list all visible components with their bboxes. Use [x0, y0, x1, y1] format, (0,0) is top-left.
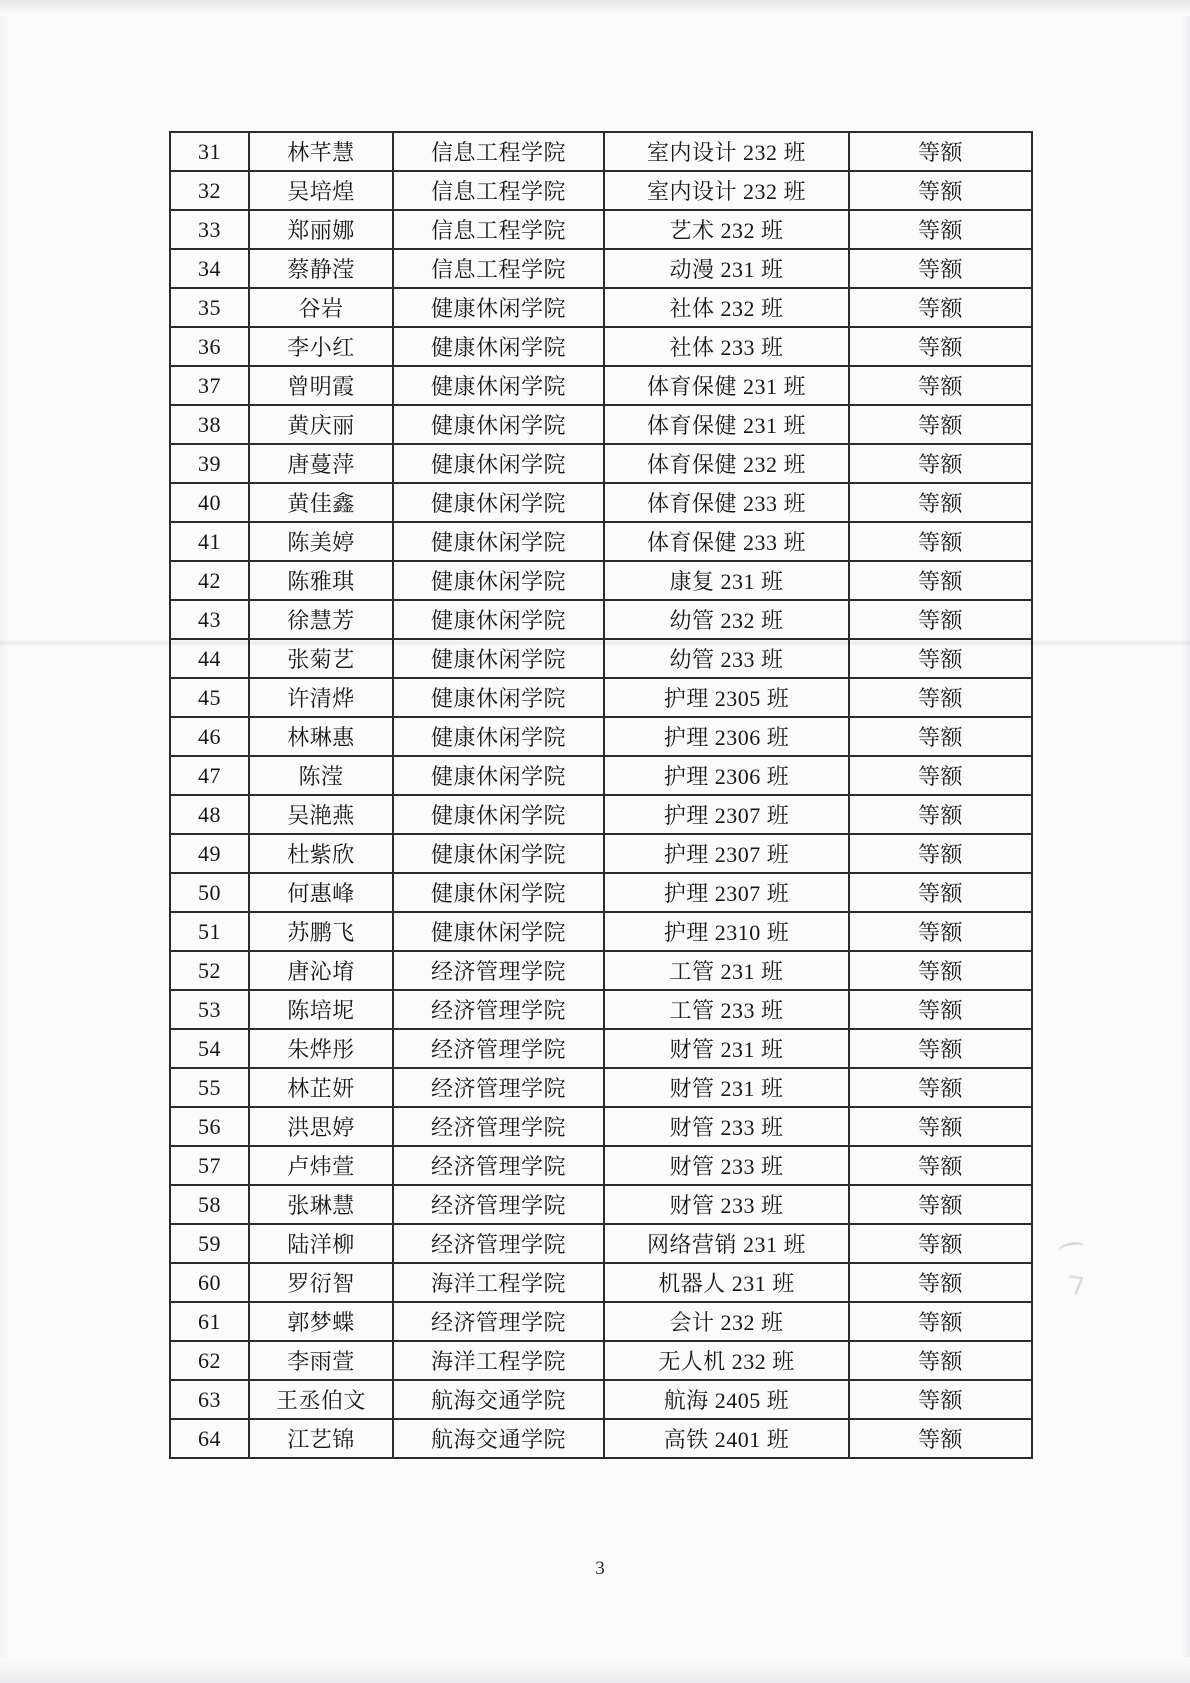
cell-college: 健康休闲学院 — [393, 873, 604, 912]
cell-no: 49 — [170, 834, 249, 873]
cell-quota: 等额 — [849, 1146, 1032, 1185]
cell-quota: 等额 — [849, 405, 1032, 444]
table-row — [170, 1263, 1032, 1302]
cell-class: 机器人 231 班 — [604, 1263, 849, 1302]
cell-no: 50 — [170, 873, 249, 912]
table-row — [170, 678, 1032, 717]
cell-class: 护理 2307 班 — [604, 873, 849, 912]
cell-name: 徐慧芳 — [249, 600, 393, 639]
cell-no: 36 — [170, 327, 249, 366]
cell-class: 幼管 233 班 — [604, 639, 849, 678]
cell-class: 财管 233 班 — [604, 1185, 849, 1224]
cell-class: 护理 2307 班 — [604, 795, 849, 834]
cell-no: 39 — [170, 444, 249, 483]
cell-college: 经济管理学院 — [393, 1029, 604, 1068]
cell-name: 许清烨 — [249, 678, 393, 717]
cell-quota: 等额 — [849, 951, 1032, 990]
cell-quota: 等额 — [849, 1419, 1032, 1458]
cell-college: 经济管理学院 — [393, 1185, 604, 1224]
cell-no: 37 — [170, 366, 249, 405]
table-row — [170, 990, 1032, 1029]
cell-class: 体育保健 233 班 — [604, 522, 849, 561]
cell-class: 财管 231 班 — [604, 1029, 849, 1068]
cell-name: 杜紫欣 — [249, 834, 393, 873]
table-row — [170, 756, 1032, 795]
table-row — [170, 795, 1032, 834]
cell-class: 护理 2307 班 — [604, 834, 849, 873]
cell-quota: 等额 — [849, 288, 1032, 327]
cell-quota: 等额 — [849, 1380, 1032, 1419]
cell-quota: 等额 — [849, 132, 1032, 171]
cell-college: 健康休闲学院 — [393, 678, 604, 717]
cell-name: 陈培坭 — [249, 990, 393, 1029]
cell-college: 航海交通学院 — [393, 1419, 604, 1458]
cell-college: 健康休闲学院 — [393, 717, 604, 756]
cell-college: 经济管理学院 — [393, 1302, 604, 1341]
cell-college: 信息工程学院 — [393, 171, 604, 210]
cell-no: 62 — [170, 1341, 249, 1380]
cell-no: 53 — [170, 990, 249, 1029]
cell-name: 江艺锦 — [249, 1419, 393, 1458]
table-row — [170, 249, 1032, 288]
table-row — [170, 1068, 1032, 1107]
cell-name: 苏鹏飞 — [249, 912, 393, 951]
cell-no: 31 — [170, 132, 249, 171]
cell-no: 47 — [170, 756, 249, 795]
cell-name: 陆洋柳 — [249, 1224, 393, 1263]
cell-class: 护理 2310 班 — [604, 912, 849, 951]
table-row — [170, 327, 1032, 366]
table-row — [170, 1380, 1032, 1419]
table-row — [170, 1224, 1032, 1263]
table-row — [170, 1419, 1032, 1458]
table-row — [170, 210, 1032, 249]
cell-class: 财管 233 班 — [604, 1107, 849, 1146]
cell-quota: 等额 — [849, 912, 1032, 951]
cell-name: 林琳惠 — [249, 717, 393, 756]
table-row — [170, 951, 1032, 990]
table-row — [170, 366, 1032, 405]
cell-college: 健康休闲学院 — [393, 912, 604, 951]
cell-college: 健康休闲学院 — [393, 444, 604, 483]
cell-no: 45 — [170, 678, 249, 717]
cell-class: 网络营销 231 班 — [604, 1224, 849, 1263]
cell-college: 健康休闲学院 — [393, 522, 604, 561]
cell-college: 健康休闲学院 — [393, 639, 604, 678]
table-row — [170, 483, 1032, 522]
cell-no: 58 — [170, 1185, 249, 1224]
cell-name: 罗衍智 — [249, 1263, 393, 1302]
pencil-mark-artifact — [1063, 1275, 1084, 1294]
cell-college: 经济管理学院 — [393, 990, 604, 1029]
cell-college: 航海交通学院 — [393, 1380, 604, 1419]
cell-name: 吴培煌 — [249, 171, 393, 210]
table-row — [170, 288, 1032, 327]
table-row — [170, 1302, 1032, 1341]
cell-name: 张菊艺 — [249, 639, 393, 678]
cell-no: 55 — [170, 1068, 249, 1107]
cell-name: 洪思婷 — [249, 1107, 393, 1146]
cell-no: 61 — [170, 1302, 249, 1341]
cell-class: 护理 2306 班 — [604, 717, 849, 756]
cell-name: 李小红 — [249, 327, 393, 366]
cell-quota: 等额 — [849, 756, 1032, 795]
cell-no: 56 — [170, 1107, 249, 1146]
cell-class: 财管 233 班 — [604, 1146, 849, 1185]
cell-name: 曾明霞 — [249, 366, 393, 405]
cell-college: 健康休闲学院 — [393, 834, 604, 873]
table-row — [170, 912, 1032, 951]
cell-class: 体育保健 231 班 — [604, 366, 849, 405]
cell-class: 动漫 231 班 — [604, 249, 849, 288]
cell-college: 信息工程学院 — [393, 210, 604, 249]
cell-quota: 等额 — [849, 171, 1032, 210]
cell-no: 43 — [170, 600, 249, 639]
table-row — [170, 1146, 1032, 1185]
cell-quota: 等额 — [849, 327, 1032, 366]
cell-college: 健康休闲学院 — [393, 288, 604, 327]
cell-college: 海洋工程学院 — [393, 1263, 604, 1302]
table-row — [170, 600, 1032, 639]
cell-college: 健康休闲学院 — [393, 561, 604, 600]
cell-class: 室内设计 232 班 — [604, 132, 849, 171]
cell-quota: 等额 — [849, 522, 1032, 561]
cell-name: 李雨萱 — [249, 1341, 393, 1380]
cell-quota: 等额 — [849, 1302, 1032, 1341]
cell-quota: 等额 — [849, 366, 1032, 405]
cell-quota: 等额 — [849, 990, 1032, 1029]
cell-no: 51 — [170, 912, 249, 951]
table-row — [170, 717, 1032, 756]
student-roster-table — [169, 131, 1033, 1459]
cell-quota: 等额 — [849, 639, 1032, 678]
cell-class: 体育保健 232 班 — [604, 444, 849, 483]
cell-name: 林芷妍 — [249, 1068, 393, 1107]
table-row — [170, 1185, 1032, 1224]
table-row — [170, 834, 1032, 873]
cell-quota: 等额 — [849, 600, 1032, 639]
cell-class: 护理 2306 班 — [604, 756, 849, 795]
cell-quota: 等额 — [849, 1224, 1032, 1263]
cell-class: 会计 232 班 — [604, 1302, 849, 1341]
cell-quota: 等额 — [849, 1263, 1032, 1302]
cell-no: 46 — [170, 717, 249, 756]
table-row — [170, 405, 1032, 444]
cell-no: 35 — [170, 288, 249, 327]
cell-college: 健康休闲学院 — [393, 327, 604, 366]
cell-quota: 等额 — [849, 795, 1032, 834]
cell-name: 陈美婷 — [249, 522, 393, 561]
table-row — [170, 1341, 1032, 1380]
table-row — [170, 132, 1032, 171]
table-row — [170, 522, 1032, 561]
cell-class: 工管 233 班 — [604, 990, 849, 1029]
cell-no: 52 — [170, 951, 249, 990]
cell-name: 王丞伯文 — [249, 1380, 393, 1419]
cell-quota: 等额 — [849, 483, 1032, 522]
cell-name: 朱烨彤 — [249, 1029, 393, 1068]
cell-quota: 等额 — [849, 678, 1032, 717]
pencil-mark-artifact — [1057, 1241, 1085, 1258]
cell-no: 40 — [170, 483, 249, 522]
cell-no: 41 — [170, 522, 249, 561]
cell-class: 社体 232 班 — [604, 288, 849, 327]
cell-class: 康复 231 班 — [604, 561, 849, 600]
table-row — [170, 1107, 1032, 1146]
cell-quota: 等额 — [849, 1068, 1032, 1107]
cell-name: 张琳慧 — [249, 1185, 393, 1224]
cell-name: 卢炜萱 — [249, 1146, 393, 1185]
cell-quota: 等额 — [849, 1341, 1032, 1380]
cell-college: 经济管理学院 — [393, 1068, 604, 1107]
cell-class: 财管 231 班 — [604, 1068, 849, 1107]
cell-no: 44 — [170, 639, 249, 678]
cell-class: 幼管 232 班 — [604, 600, 849, 639]
cell-college: 经济管理学院 — [393, 951, 604, 990]
cell-no: 57 — [170, 1146, 249, 1185]
table-row — [170, 873, 1032, 912]
cell-quota: 等额 — [849, 210, 1032, 249]
cell-quota: 等额 — [849, 717, 1032, 756]
cell-name: 吴滟燕 — [249, 795, 393, 834]
cell-quota: 等额 — [849, 1029, 1032, 1068]
cell-college: 海洋工程学院 — [393, 1341, 604, 1380]
cell-class: 体育保健 231 班 — [604, 405, 849, 444]
cell-name: 陈滢 — [249, 756, 393, 795]
cell-quota: 等额 — [849, 873, 1032, 912]
cell-college: 信息工程学院 — [393, 249, 604, 288]
cell-class: 体育保健 233 班 — [604, 483, 849, 522]
cell-college: 健康休闲学院 — [393, 366, 604, 405]
cell-college: 健康休闲学院 — [393, 483, 604, 522]
cell-quota: 等额 — [849, 1185, 1032, 1224]
cell-name: 谷岩 — [249, 288, 393, 327]
student-roster-body — [170, 132, 1032, 1458]
table-row — [170, 171, 1032, 210]
cell-no: 32 — [170, 171, 249, 210]
cell-class: 室内设计 232 班 — [604, 171, 849, 210]
cell-college: 健康休闲学院 — [393, 405, 604, 444]
cell-name: 郑丽娜 — [249, 210, 393, 249]
cell-name: 陈雅琪 — [249, 561, 393, 600]
cell-quota: 等额 — [849, 834, 1032, 873]
cell-name: 唐蔓萍 — [249, 444, 393, 483]
cell-quota: 等额 — [849, 1107, 1032, 1146]
cell-class: 艺术 232 班 — [604, 210, 849, 249]
cell-no: 64 — [170, 1419, 249, 1458]
cell-class: 工管 231 班 — [604, 951, 849, 990]
cell-class: 航海 2405 班 — [604, 1380, 849, 1419]
cell-name: 黄佳鑫 — [249, 483, 393, 522]
cell-name: 唐沁堉 — [249, 951, 393, 990]
cell-no: 38 — [170, 405, 249, 444]
cell-college: 健康休闲学院 — [393, 756, 604, 795]
table-row — [170, 639, 1032, 678]
cell-name: 蔡静滢 — [249, 249, 393, 288]
cell-college: 健康休闲学院 — [393, 795, 604, 834]
cell-class: 社体 233 班 — [604, 327, 849, 366]
cell-no: 60 — [170, 1263, 249, 1302]
cell-class: 无人机 232 班 — [604, 1341, 849, 1380]
cell-college: 信息工程学院 — [393, 132, 604, 171]
cell-no: 59 — [170, 1224, 249, 1263]
table-row — [170, 444, 1032, 483]
cell-quota: 等额 — [849, 561, 1032, 600]
cell-name: 何惠峰 — [249, 873, 393, 912]
cell-no: 48 — [170, 795, 249, 834]
cell-college: 经济管理学院 — [393, 1107, 604, 1146]
cell-no: 34 — [170, 249, 249, 288]
cell-no: 42 — [170, 561, 249, 600]
table-row — [170, 561, 1032, 600]
cell-college: 健康休闲学院 — [393, 600, 604, 639]
cell-name: 林芊慧 — [249, 132, 393, 171]
cell-quota: 等额 — [849, 444, 1032, 483]
cell-name: 郭梦蝶 — [249, 1302, 393, 1341]
cell-no: 63 — [170, 1380, 249, 1419]
table-row — [170, 1029, 1032, 1068]
cell-college: 经济管理学院 — [393, 1146, 604, 1185]
cell-class: 护理 2305 班 — [604, 678, 849, 717]
cell-name: 黄庆丽 — [249, 405, 393, 444]
page-number: 3 — [595, 1558, 605, 1579]
cell-quota: 等额 — [849, 249, 1032, 288]
cell-no: 54 — [170, 1029, 249, 1068]
cell-college: 经济管理学院 — [393, 1224, 604, 1263]
cell-no: 33 — [170, 210, 249, 249]
cell-class: 高铁 2401 班 — [604, 1419, 849, 1458]
